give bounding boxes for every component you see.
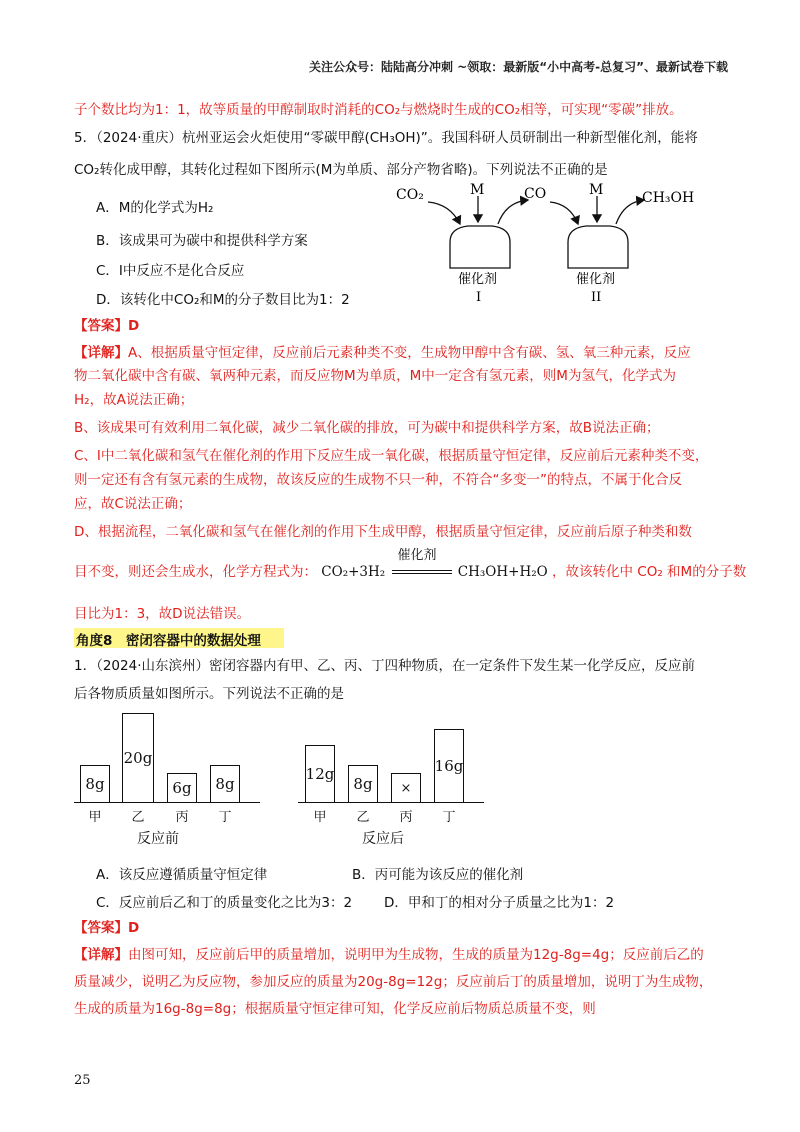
q1-detail-line-2: 质量减少，说明乙为反应物，参加反应的质量为20g-8g=12g；反应前后丁的质量增加，说明丁为生成物， xyxy=(74,974,713,990)
label-after-jia: 甲 xyxy=(313,810,327,825)
label-before-yi: 乙 xyxy=(131,810,145,825)
continuation-line: 子个数比均为1：1，故等质量的甲醇制取时消耗的CO₂与燃烧时生成的CO₂相等，可实现“零碳”排放。 xyxy=(74,102,683,118)
label-methanol: CH₃OH xyxy=(642,190,695,206)
box-before-yi: 20g xyxy=(122,713,154,803)
section-title: 角度8 密闭容器中的数据处理 xyxy=(76,633,261,649)
q5-option-d: D．该转化中CO₂和M的分子数目比为1：2 xyxy=(96,292,350,308)
label-co2: CO₂ xyxy=(396,187,424,203)
label-m2: M xyxy=(589,182,604,198)
q1-stem-line2: 后各物质质量如图所示。下列说法不正确的是 xyxy=(74,686,344,702)
baseline-before xyxy=(74,802,260,803)
q5-stem-line2: CO₂转化成甲醇，其转化过程如下图所示(M为单质、部分产物省略)。下列说法不正确的是 xyxy=(74,162,608,178)
label-catalyst-2: 催化剂 xyxy=(576,272,616,287)
caption-after: 反应后 xyxy=(362,831,404,847)
catalyst-2-shape xyxy=(568,226,628,268)
q5-detail-line-8: D、根据流程，二氧化碳和氢气在催化剂的作用下生成甲醇，根据质量守恒定律，反应前后原子种类和数 xyxy=(74,524,692,540)
equation-right: CH₃OH+H₂O xyxy=(457,564,548,580)
box-after-ding: 16g xyxy=(434,729,464,803)
answer-label: 【答案】 xyxy=(74,318,128,334)
catalyst-1-shape xyxy=(450,226,510,268)
q5-detail-line-5: C、Ⅰ中二氧化碳和氢气在催化剂的作用下反应生成一氧化碳，根据质量守恒定律，反应前后元素种类不变， xyxy=(74,448,709,464)
caption-before: 反应前 xyxy=(137,831,179,847)
q5-detail-line-2: 物二氧化碳中含有碳、氧两种元素，而反应物M为单质，M中一定含有氢元素，则M为氢气，化学式为 xyxy=(74,368,676,384)
equation-catalyst: 催化剂 xyxy=(397,548,437,563)
label-before-ding: 丁 xyxy=(218,810,232,825)
q5-detail-line-4: B、该成果可有效利用二氧化碳，减少二氧化碳的排放，可为碳中和提供科学方案，故B说法正确； xyxy=(74,420,660,436)
q5-detail-line-1: 【详解】A、根据质量守恒定律，反应前后元素种类不变，生成物甲醇中含有碳、氢、氧三种元素，反应 xyxy=(74,345,691,361)
baseline-after xyxy=(298,802,484,803)
label-roman-1: I xyxy=(476,290,482,305)
q5-detail-line-7: 应，故C说法正确； xyxy=(74,496,192,512)
arrow-co2-in xyxy=(428,202,460,224)
q5-detail-line-3: H₂，故A说法正确； xyxy=(74,392,194,408)
q5-detail-last: 目比为1：3，故D说法错误。 xyxy=(74,606,251,622)
page-number: 25 xyxy=(74,1073,91,1088)
box-after-jia: 12g xyxy=(305,745,335,803)
q5-stem-line1: 5．（2024·重庆）杭州亚运会火炬使用“零碳甲醇(CH₃OH)”。我国科研人员研制出一种新型催化剂，能将 xyxy=(74,130,698,146)
detail-label: 【详解】 xyxy=(74,947,128,963)
arrow-co-out xyxy=(498,200,528,224)
label-roman-2: II xyxy=(591,290,602,305)
box-before-jia: 8g xyxy=(80,765,110,803)
q5-detail-line-6: 则一定还有含有氢元素的生成物，故该反应的生成物不只一种，不符合“多变一”的特点，不属于化合反 xyxy=(74,472,682,488)
box-after-bing: × xyxy=(391,773,421,803)
q5-answer xyxy=(74,316,139,336)
arrow-co-in xyxy=(550,202,578,224)
q5-equation-line: 目不变，则还会生成水，化学方程式为： CO₂+3H₂ 催化剂 CH₃OH+H₂O ，故该转化中 CO₂ 和M的分子数 xyxy=(74,548,747,580)
q1-option-b: B．丙可能为该反应的催化剂 xyxy=(352,867,524,883)
arrow-methanol-out xyxy=(616,200,644,224)
catalyst-flow-diagram xyxy=(390,180,710,305)
answer-value: D xyxy=(128,318,140,334)
box-after-yi: 8g xyxy=(348,765,378,803)
q1-option-a: A．该反应遵循质量守恒定律 xyxy=(96,867,268,883)
label-m1: M xyxy=(470,182,485,198)
q5-option-b: B．该成果可为碳中和提供科学方案 xyxy=(96,233,308,249)
equation-left: CO₂+3H₂ xyxy=(321,564,386,580)
q5-option-a: A．M的化学式为H₂ xyxy=(96,200,214,216)
q1-answer xyxy=(74,918,139,938)
page-header: 关注公众号：陆陆高分冲刺 ~领取：最新版“小中高考-总复习”、最新试卷下载 xyxy=(309,60,728,74)
label-after-bing: 丙 xyxy=(399,810,413,825)
equation-arrow xyxy=(390,548,454,582)
label-after-yi: 乙 xyxy=(356,810,370,825)
box-before-bing: 6g xyxy=(167,773,197,803)
answer-value: D xyxy=(128,920,140,936)
q1-detail-line-3: 生成的质量为16g-8g=8g；根据质量守恒定律可知，化学反应前后物质总质量不变，则 xyxy=(74,1001,596,1017)
q1-option-c: C．反应前后乙和丁的质量变化之比为3：2 xyxy=(96,895,353,911)
detail-label: 【详解】 xyxy=(74,345,128,361)
q5-option-c: C．Ⅰ中反应不是化合反应 xyxy=(96,263,245,279)
q1-stem-line1: 1．（2024·山东滨州）密闭容器内有甲、乙、丙、丁四种物质，在一定条件下发生某一化学反应，反应前 xyxy=(74,658,695,674)
label-before-bing: 丙 xyxy=(175,810,189,825)
label-co: CO xyxy=(524,186,547,202)
box-before-ding: 8g xyxy=(210,765,240,803)
label-before-jia: 甲 xyxy=(88,810,102,825)
label-after-ding: 丁 xyxy=(442,810,456,825)
q1-detail-line-1: 【详解】由图可知，反应前后甲的质量增加，说明甲为生成物，生成的质量为12g-8g=4g；反应前后乙的 xyxy=(74,947,704,963)
q1-option-d: D．甲和丁的相对分子质量之比为1：2 xyxy=(384,895,615,911)
answer-label: 【答案】 xyxy=(74,920,128,936)
label-catalyst-1: 催化剂 xyxy=(458,272,498,287)
